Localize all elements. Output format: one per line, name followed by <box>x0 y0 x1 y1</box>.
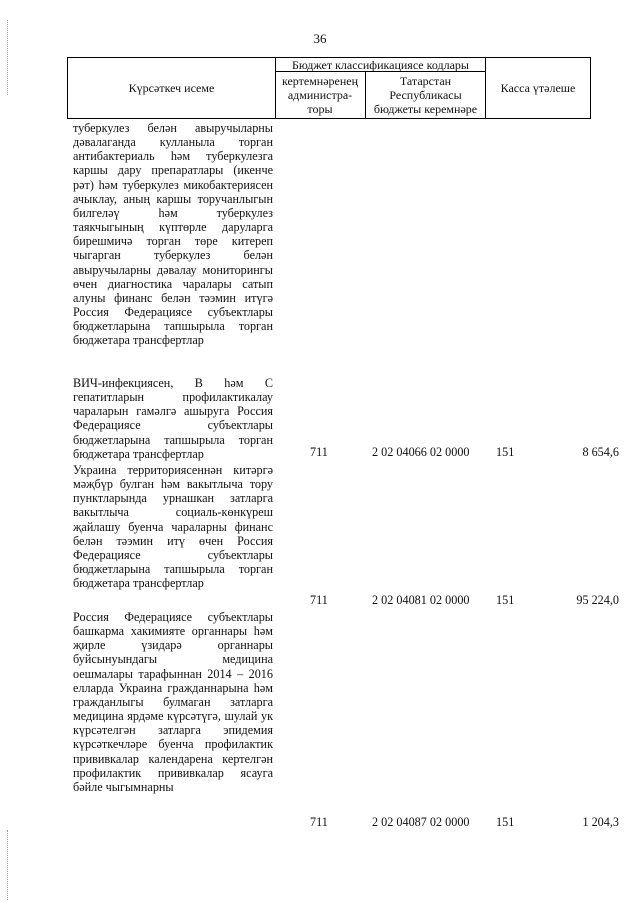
indicator-text: ВИЧ-инфекциясен, В һәм С гепатитларын профилактикалау чараларын гамәлгә ашыруга Россия Федерациясе субъектлары бюджетларына тапшырыла торган бюджетара трансфертлар <box>73 376 273 461</box>
indicator-text: Россия Федерациясе субъектлары башкарма хакимияте органнары һәм җирле үзидарә органнары буйсынуындагы медицина оешмалары тарафыннан 2014 – 2016 елларда Украина гражданнарына һәм гражданлыгы булмаган затларга медицина ярдәме күрсәтүгә, шулай ук күрсәтелгән затларга эпидемия күрсәткечләре буенча профилактик прививкалар календарена кертелгән профилактик прививкалар ясауга бәйле чыгымнарны <box>73 610 273 794</box>
indicator-header: Күрсәткеч исеме <box>128 81 215 95</box>
page-number: 36 <box>313 31 327 46</box>
administrator-header: кертемнәренең администра-торы <box>281 74 359 116</box>
cash-amount: 8 654,6 <box>582 445 619 459</box>
cash-amount: 1 204,3 <box>582 815 619 829</box>
budget-income-code: 2 02 04066 02 0000 <box>372 445 470 459</box>
budget-subcode: 151 <box>496 445 515 459</box>
administrator-code: 711 <box>310 815 328 829</box>
budget-subcode: 151 <box>496 593 515 607</box>
indicator-text: туберкулез белән авыручыларны дәвалаганда кулланыла торган антибактериаль һәм туберкулезга каршы дару препаратлары (икенче рәт) һәм туберкулез микобактериясен ачыклау, аның каршы торучанлыгын билгеләү һәм туберкулез таякчыгының күптөрле даруларга бирешмичә торган төре китереп чыгарган туберкулез белән авыручыларны дәвалау мониторингы өчен диагностика чаралары сатып алуны финанс белән тәэмин итүгә Россия Федерациясе субъектлары бюджетларына тапшырыла торган бюджетара трансфертлар <box>73 121 273 348</box>
table-header <box>67 57 591 119</box>
cash-amount: 95 224,0 <box>576 593 619 607</box>
indicator-text: Украина территориясеннән китәргә мәҗбүр булган һәм вакытлыча тору пунктларында урнашкан затларга вакытлыча социаль-көнкүреш җайлашу буенча чараларны финанс белән тәэмин итү өчен Россия Федерациясе субъектлары бюджетларына тапшырыла торган бюджетара трансфертлар <box>73 463 273 591</box>
budget-income-code: 2 02 04081 02 0000 <box>372 593 470 607</box>
scan-margin-dots-bottom <box>7 830 9 900</box>
cash-execution-header: Касса үтәлеше <box>500 81 576 95</box>
budget-income-header: Татарстан Республикасы бюджеты керемнәре <box>373 74 478 116</box>
budget-codes-header: Бюджет классификациясе кодлары <box>292 57 469 72</box>
administrator-code: 711 <box>310 593 328 607</box>
administrator-code: 711 <box>310 445 328 459</box>
budget-income-code: 2 02 04087 02 0000 <box>372 815 470 829</box>
budget-subcode: 151 <box>496 815 515 829</box>
